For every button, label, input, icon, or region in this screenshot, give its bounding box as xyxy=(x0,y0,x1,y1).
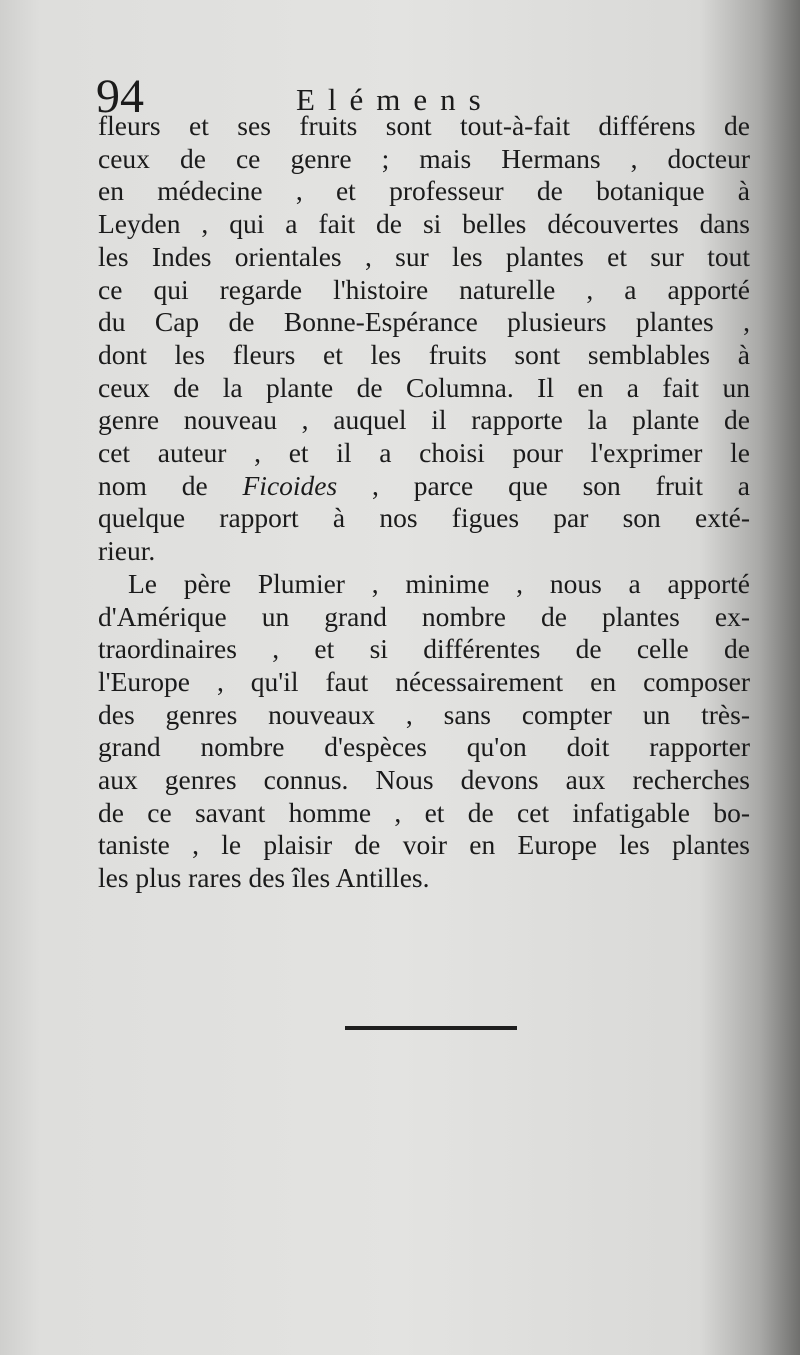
paragraph-1 xyxy=(98,110,750,568)
text-line: traordinaires , et si différentes de celle de xyxy=(98,633,750,665)
show-through-text xyxy=(90,880,770,1320)
text-line: ce qui regarde l'histoire naturelle , a apporté xyxy=(98,273,750,305)
text-line: grand nombre d'espèces qu'on doit rapporter xyxy=(98,731,750,763)
page-number: 94 xyxy=(96,70,144,123)
text-line: de ce savant homme , et de cet infatigable bo- xyxy=(98,796,750,828)
text-line: Leyden , qui a fait de si belles découvertes dans xyxy=(98,208,750,240)
text-line: des genres nouveaux , sans compter un très- xyxy=(98,698,750,730)
text-line: ceux de ce genre ; mais Hermans , docteur xyxy=(98,142,750,174)
text-line: l'Europe , qu'il faut nécessairement en composer xyxy=(98,665,750,697)
running-title: Elémens xyxy=(296,82,494,117)
text-line: rieur. xyxy=(98,535,156,567)
text-line: genre nouveau , auquel il rapporte la plante de xyxy=(98,404,750,436)
section-divider xyxy=(345,1026,517,1030)
text-line: quelque rapport à nos figues par son exté- xyxy=(98,502,750,534)
paragraph-2 xyxy=(98,568,750,895)
text-line: les Indes orientales , sur les plantes et sur tout xyxy=(98,240,750,272)
text-line: dont les fleurs et les fruits sont semblables à xyxy=(98,338,750,370)
text-line: Le père Plumier , minime , nous a apporté xyxy=(128,567,750,599)
text-line: cet auteur , et il a choisi pour l'exprimer le xyxy=(98,437,750,469)
text-line: les plus rares des îles Antilles. xyxy=(98,862,430,894)
italic-term: Ficoides xyxy=(242,469,338,501)
text-line: aux genres connus. Nous devons aux recherches xyxy=(98,764,750,796)
text-line: fleurs et ses fruits sont tout-à-fait différens de xyxy=(98,110,750,141)
text-line: d'Amérique un grand nombre de plantes ex- xyxy=(98,600,750,632)
text-line: ceux de la plante de Columna. Il en a fait un xyxy=(98,371,750,403)
text-line: du Cap de Bonne-Espérance plusieurs plantes , xyxy=(98,306,750,338)
page-body xyxy=(98,110,750,895)
text-line: nom de Ficoides , parce que son fruit a xyxy=(98,469,750,501)
text-line: en médecine , et professeur de botanique à xyxy=(98,175,750,207)
text-line: taniste , le plaisir de voir en Europe les plantes xyxy=(98,829,750,861)
